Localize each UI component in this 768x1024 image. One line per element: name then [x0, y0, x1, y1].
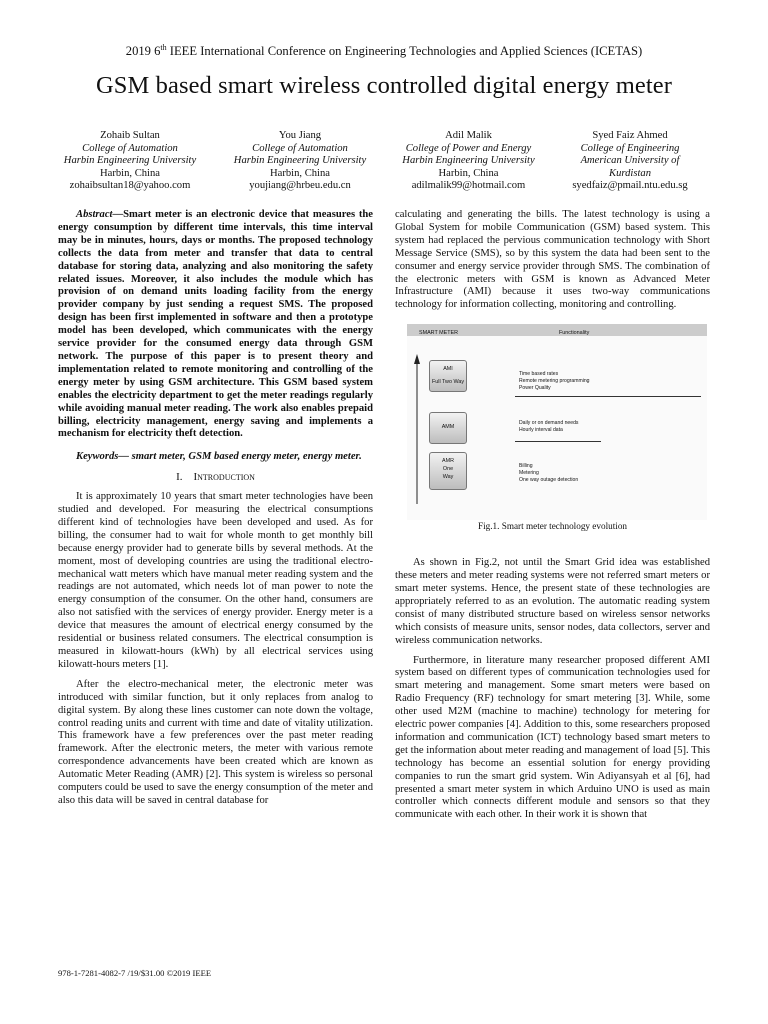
author-name: Zohaib Sultan — [100, 130, 160, 141]
author-email: syedfaiz@pmail.ntu.edu.sg — [572, 180, 688, 192]
author-block — [225, 130, 375, 193]
functionality-item: Metering — [519, 470, 539, 477]
author-email: adilmalik99@hotmail.com — [411, 180, 526, 192]
author-univ: Harbin Engineering University — [402, 155, 535, 167]
paragraph: calculating and generating the bills. The latest technology is using a Global System for mobile Communication (GSM) based system. This system had replaced the pervious communication technology with Short Message Service (SMS), so by this system the data had been sent to the consumer and energy service provider through SMS. The combination of the electronic meters with GSM is known as Advanced Meter Infrastructure (AMI) because it uses two-way communications technology for information collecting, monitoring and controlling. — [395, 209, 710, 311]
conference-header: 2019 6th IEEE International Conference on Engineering Technologies and Applied Sciences (ICETAS) — [125, 43, 643, 59]
paragraph: After the electro-mechanical meter, the electronic meter was introduced with similar function, but it only replaces from analog to digital system. By along these lines customer can note down the voltage, control reading units and current with time and date of vitality utilization. This framework have a few preferences over the past meter reading framework. After the electronic meters, the meter with various remote correspondence advancements have been created which are known as Automatic Meter Reading (AMR) [2]. This system is wireless so personal computers could be used to save the energy consumption of the meter and also this data will be saved in central database for — [58, 678, 373, 806]
box-amr: AMR One Way — [429, 452, 467, 490]
figure-smart-meter-evolution — [407, 324, 707, 520]
right-column — [395, 209, 710, 822]
functionality-item: One way outage detection — [519, 477, 579, 484]
author-univ: American University of Kurdistan — [580, 155, 680, 179]
divider — [515, 441, 601, 442]
abstract — [58, 209, 373, 441]
functionality-group — [519, 420, 578, 434]
divider — [515, 396, 701, 397]
author-dept: College of Engineering — [580, 142, 680, 154]
paragraph: It is approximately 10 years that smart meter technologies have been studied and developed. For measuring the electrical consumptions different kind of technologies have been developed and used. As for billing, the consumer had to wait for whole month to get monthly bill because energy provider had to generate bills by several methods. At the moment, most of developing countries are using the traditional electro-mechanical watt meters which have manual meter reading system and the readings are not automated, which needs lot of man power to note the energy consumption of the consumer. On the other hand, consumers are also not satisfied with the services of energy provider. Energy meter is a device that measures the amount of electrical energy consumed by the residential or business related consumers. The electrical consumption is measured in kilowatt-hours (kWh) by all electrical services using kilowatt-hours meters [1]. — [58, 491, 373, 670]
author-dept: College of Power and Energy — [405, 142, 532, 154]
paragraph: As shown in Fig.2, not until the Smart Grid idea was established these meters and meter reading systems were not referred smart meters or smart meter systems. Hence, the present state of these technologies are appropriately referred to as an evolution. The automatic reading system consist of many distributed structure based on wireless sensor networks which consists of measure units, sensor nodes, data collectors, server and wireless communication networks. — [395, 557, 710, 646]
author-dept: College of Automation — [252, 142, 348, 154]
keywords: Keywords— smart meter, GSM based energy meter, energy meter. — [76, 451, 362, 463]
author-city: Harbin, China — [269, 167, 331, 179]
author-email: zohaibsultan18@yahoo.com — [69, 180, 191, 192]
figure-caption: Fig.1. Smart meter technology evolution — [477, 521, 628, 532]
paper-title: GSM based smart wireless controlled digital energy meter — [96, 72, 672, 99]
functionality-item: Time based rates — [519, 371, 559, 378]
box-ami: AMI Full Two Way — [429, 360, 467, 392]
left-column — [58, 209, 373, 808]
author-block — [560, 130, 700, 193]
author-city: Harbin, China — [99, 167, 161, 179]
functionality-item: Hourly interval data — [519, 427, 563, 434]
author-block — [55, 130, 205, 193]
functionality-group — [519, 371, 590, 392]
figure-header-left: SMART METER — [419, 330, 459, 337]
abstract-label: Abstract — [76, 209, 113, 220]
paragraph: Furthermore, in literature many researcher proposed different AMI system based on different types of communication technologies used for smart metering and management. Some smart meters were based on Radio Frequency (RF) technology for smart metering [3]. While, some other used M2M (machine to machine) technology for metering for electric power companies [4]. Addition to this, some researchers proposed information and communication (ICT) technology based smart meters to get the information about meter reading and management of load [5]. This technology has become an essential solution for energy providing companies to run the smart grid system. Win Adiyansyah et al [6], had presented a smart meter system in which Arduino UNO is used as main controller which connects different module and sensors so that they communicate with each other. In their work it is shown that — [395, 654, 710, 821]
abstract-text: —Smart meter is an electronic device that measures the energy consumption by different time intervals, this time interval may be in minutes, hours, days or months. The proposed technology collects the data from meter and transfer that data to central database for storing data, analyzing and also monitoring the safety related issues. Moreover, it also includes the module which has provision of on demand units loading facility from the energy provider company by just sending a request SMS. The proposed design has been first implemented in software and then a prototype model has been developed, which communicates with the energy service provider for the consumed energy data through GSM network. The purpose of this paper is to present theory and implementation related to remote monitoring and controlling of the energy meter by using GSM architecture. This GSM based system enables the electricity department to get the meter readings regularly while avoiding manual meter reading. The work also enables prepaid billing, electricity management, energy saving and implements a mechanism for electricity theft detection. — [58, 209, 373, 440]
functionality-group — [519, 463, 578, 484]
author-email: youjiang@hrbeu.edu.cn — [249, 180, 351, 192]
functionality-item: Billing — [519, 463, 533, 470]
author-city: Harbin, China — [438, 167, 499, 179]
section-heading: I. Introduction — [176, 471, 255, 484]
author-name: Adil Malik — [445, 130, 492, 141]
functionality-item: Daily or on demand needs — [519, 420, 579, 427]
author-univ: Harbin Engineering University — [233, 155, 367, 167]
author-univ: Harbin Engineering University — [63, 155, 197, 167]
functionality-item: Remote metering programming — [519, 378, 590, 385]
author-name: Syed Faiz Ahmed — [592, 130, 668, 141]
footer-copyright: 978-1-7281-4082-7 /19/$31.00 ©2019 IEEE — [58, 968, 212, 978]
author-dept: College of Automation — [82, 142, 178, 154]
author-name: You Jiang — [278, 130, 322, 141]
box-amm: AMM — [429, 412, 467, 444]
figure-header-right: Functionality — [559, 330, 590, 337]
functionality-item: Power Quality — [519, 385, 551, 392]
author-block — [391, 130, 546, 193]
